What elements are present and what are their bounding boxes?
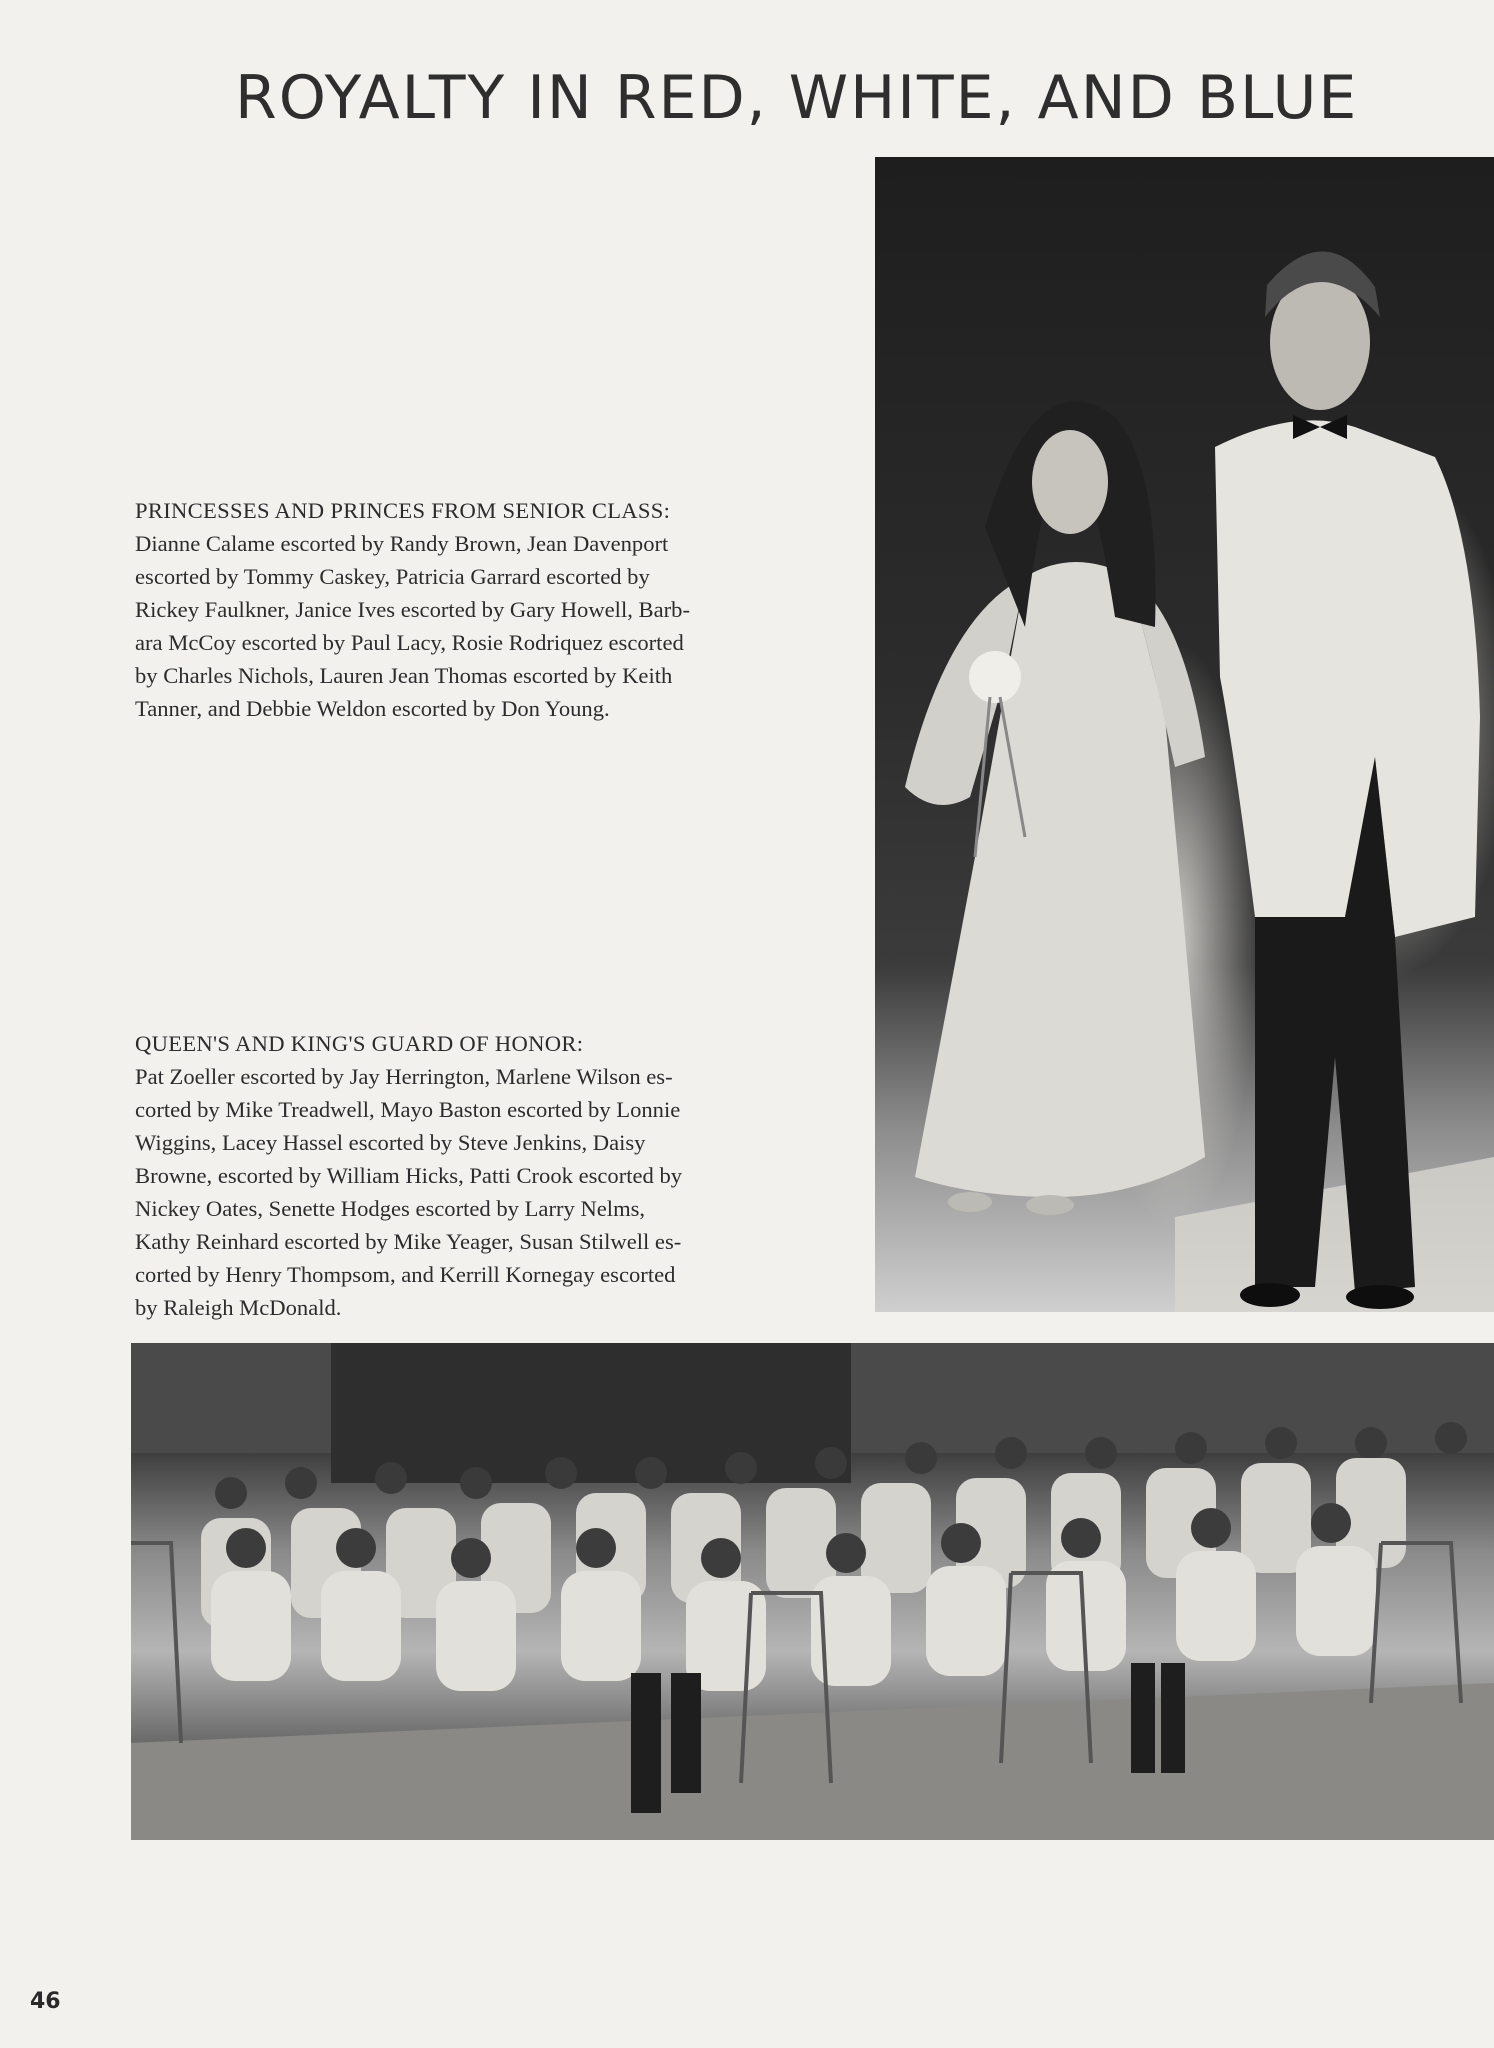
senior-class-line: Dianne Calame escorted by Randy Brown, Jean Davenport — [135, 531, 669, 556]
audience-photo-illustration — [131, 1343, 1494, 1840]
guard-of-honor-line: Kathy Reinhard escorted by Mike Yeager, Susan Stilwell es- — [135, 1229, 682, 1254]
couple-photo-illustration — [875, 157, 1494, 1312]
guard-of-honor-line: Wiggins, Lacey Hassel escorted by Steve Jenkins, Daisy — [135, 1130, 646, 1155]
guard-of-honor-line: Browne, escorted by William Hicks, Patti Crook escorted by — [135, 1163, 683, 1188]
audience-photo — [131, 1343, 1494, 1840]
guard-of-honor-line: corted by Henry Thompsom, and Kerrill Kornegay escorted — [135, 1262, 676, 1287]
senior-class-line: by Charles Nichols, Lauren Jean Thomas escorted by Keith — [135, 663, 673, 688]
guard-of-honor-heading: QUEEN'S AND KING'S GUARD OF HONOR: — [135, 1031, 584, 1056]
guard-of-honor-line: Pat Zoeller escorted by Jay Herrington, Marlene Wilson es- — [135, 1064, 673, 1089]
senior-class-line: Rickey Faulkner, Janice Ives escorted by Gary Howell, Barb- — [135, 597, 690, 622]
page-number: 46 — [30, 1989, 61, 2014]
senior-class-line: escorted by Tommy Caskey, Patricia Garrard escorted by — [135, 564, 650, 589]
couple-photo — [875, 157, 1494, 1312]
guard-of-honor-caption — [135, 1027, 815, 1324]
guard-of-honor-line: Nickey Oates, Senette Hodges escorted by Larry Nelms, — [135, 1196, 646, 1221]
senior-class-caption — [135, 494, 815, 725]
senior-class-line: Tanner, and Debbie Weldon escorted by Don Young. — [135, 696, 610, 721]
senior-class-heading: PRINCESSES AND PRINCES FROM SENIOR CLASS: — [135, 498, 671, 523]
page-title: ROYALTY IN RED, WHITE, AND BLUE — [235, 63, 1359, 133]
guard-of-honor-line: corted by Mike Treadwell, Mayo Baston escorted by Lonnie — [135, 1097, 681, 1122]
senior-class-line: ara McCoy escorted by Paul Lacy, Rosie Rodriquez escorted — [135, 630, 684, 655]
guard-of-honor-line: by Raleigh McDonald. — [135, 1295, 342, 1320]
